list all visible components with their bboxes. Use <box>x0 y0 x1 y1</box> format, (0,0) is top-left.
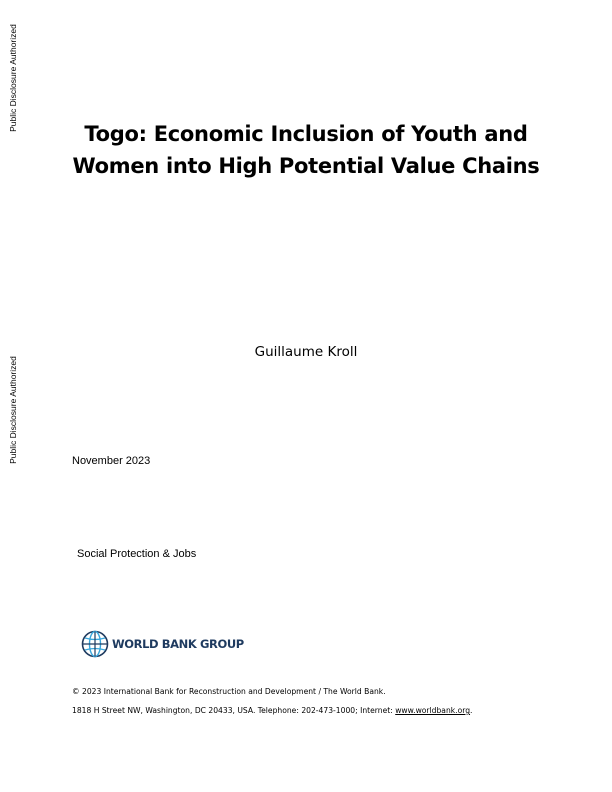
address-line <box>72 706 472 715</box>
address-end: . <box>470 706 473 715</box>
address-text: 1818 H Street NW, Washington, DC 20433, USA. Telephone: 202-473-1000; Internet: <box>72 706 396 715</box>
copyright-notice: © 2023 International Bank for Reconstruction and Development / The World Bank. <box>72 687 386 696</box>
document-title <box>0 118 612 182</box>
publication-date: November 2023 <box>72 455 151 467</box>
title-line-2: Women into High Potential Value Chains <box>72 154 540 178</box>
author-name: Guillaume Kroll <box>254 344 358 360</box>
globe-icon <box>81 630 109 658</box>
world-bank-logo <box>81 629 244 659</box>
disclosure-text-bottom: Public Disclosure Authorized <box>8 356 18 464</box>
disclosure-text-top: Public Disclosure Authorized <box>8 24 18 132</box>
logo-text: WORLD BANK GROUP <box>112 637 244 651</box>
website-link[interactable]: www.worldbank.org <box>395 706 471 715</box>
title-line-1: Togo: Economic Inclusion of Youth and <box>84 122 528 146</box>
department-unit: Social Protection & Jobs <box>77 548 197 560</box>
